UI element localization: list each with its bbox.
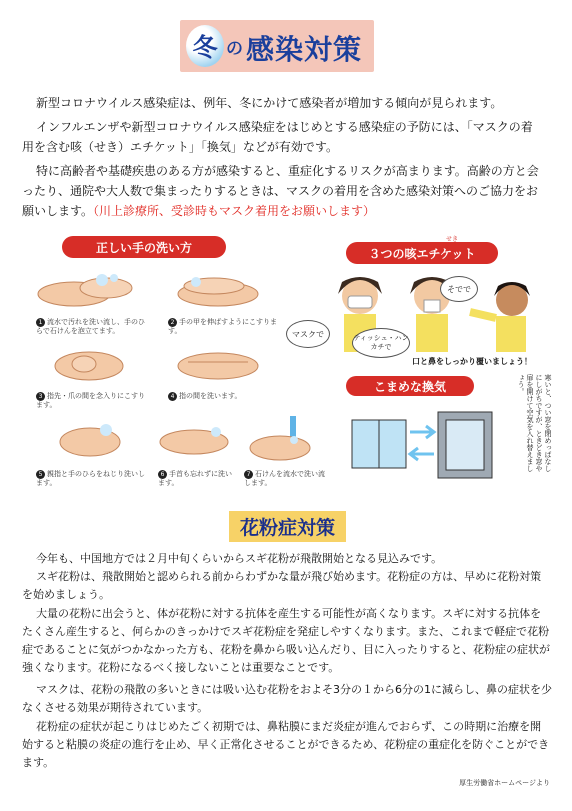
- pollen-title: 花粉症対策: [229, 511, 346, 542]
- etiquette-note: 口と鼻をしっかり覆いましょう！: [412, 357, 532, 366]
- step-5-caption: [36, 470, 146, 488]
- step-7-number: 7: [244, 470, 253, 479]
- hand-step-6-image: [154, 418, 234, 464]
- pollen-paragraph-3: 大量の花粉に出会うと、体が花粉に対する抗体を産生する可能性が高くなります。スギに対する抗体をたくさん産生すると、何らかのきっかけでスギ花粉症を発症しやすくなります。また、これまで軽症で花粉症であることに気がつかなかった方も、花粉を鼻から吸い込んだり、目に入ったりすると、花粉症の症状が強くなります。花粉になるべく接しないことは重要なことです。: [22, 607, 550, 674]
- ventilation-window-image: [346, 402, 496, 492]
- ventilation-title: [346, 376, 474, 396]
- intro-paragraph-3: [22, 161, 542, 221]
- step-2-text: 手の甲を伸ばすようにこすります。: [168, 318, 277, 335]
- intro-paragraph-2: インフルエンザや新型コロナウイルス感染症をはじめとする感染症の予防には、「マスクの着用を含む咳（せき）エチケット」「換気」などが有効です。: [22, 120, 533, 154]
- bubble-sleeve: そでで: [440, 276, 478, 302]
- source-credit: 厚生労働省ホームページより: [459, 779, 550, 787]
- step-1-number: 1: [36, 318, 45, 327]
- step-6-text: 手首も忘れずに洗います。: [158, 470, 232, 487]
- step-4-number: 4: [168, 392, 177, 401]
- intro-paragraph-3-text: 特に高齢者や基礎疾患のある方が感染すると、重症化するリスクが高まります。高齢の方と会ったり、通院や大人数で集まったりするときは、マスクの着用を含めた感染対策へのご協力をお願いします。: [22, 164, 539, 218]
- title-banner: [180, 20, 374, 72]
- handwash-title: 正しい手の洗い方: [62, 236, 226, 258]
- step-5-number: 5: [36, 470, 45, 479]
- step-7-text: 石けんを流水で洗い流します。: [244, 470, 325, 487]
- intro-paragraph-1: 新型コロナウイルス感染症は、例年、冬にかけて感染者が増加する傾向が見られます。: [36, 96, 503, 110]
- step-4-text: 指の間を洗います。: [179, 392, 242, 400]
- bubble-mask: マスクで: [286, 320, 330, 348]
- title-connector: の: [226, 39, 243, 59]
- step-5-text: 親指と手のひらをねじり洗いします。: [36, 470, 145, 487]
- hand-step-3-image: [34, 340, 144, 390]
- step-1-caption: [36, 318, 146, 336]
- step-6-number: 6: [158, 470, 167, 479]
- step-1-text: 流水で汚れを洗い流し、手のひらで石けんを泡立てます。: [36, 318, 145, 335]
- etiquette-title-text: ３つの咳エチケット: [368, 246, 476, 261]
- step-3-text: 指先・爪の間を念入りにこすります。: [36, 392, 145, 409]
- ventilation-title-text: こまめな換気: [373, 379, 446, 394]
- page-title: 感染対策: [246, 33, 363, 66]
- hand-step-7-image: [244, 416, 318, 466]
- hand-step-2-image: [168, 266, 278, 316]
- step-6-caption: [158, 470, 238, 488]
- ventilation-illustration: [346, 374, 554, 494]
- cough-etiquette-illustration: [290, 236, 558, 374]
- step-2-caption: [168, 318, 278, 336]
- pollen-paragraph-2: スギ花粉は、飛散開始と認められる前からわずかな量が飛び始めます。花粉症の方は、早めに花粉対策を始めましょう。: [22, 570, 542, 601]
- bubble-tissue: ティッシュ・ハンカチで: [352, 328, 410, 358]
- hand-step-1-image: [34, 266, 144, 316]
- step-3-number: 3: [36, 392, 45, 401]
- step-4-caption: [168, 392, 278, 401]
- etiquette-title: [346, 242, 498, 264]
- ventilation-note: 寒いと、つい窓を閉めっぱなしにしがちですが、ときどき窓や扉を開けて空気を入れ替えましょう。: [517, 374, 552, 472]
- step-7-caption: [244, 470, 326, 488]
- hand-step-5-image: [48, 414, 138, 464]
- hand-step-4-image: [168, 340, 278, 390]
- step-2-number: 2: [168, 318, 177, 327]
- pollen-paragraph-1: 今年も、中国地方では２月中旬くらいからスギ花粉が飛散開始となる見込みです。: [36, 552, 443, 565]
- pollen-paragraph-5: 花粉症の症状が起こりはじめたごく初期では、鼻粘膜にまだ炎症が進んでおらず、この時期に治療を開始すると粘膜の炎症の進行を止め、早く正常化させることができるため、花粉症の重症化を防ぐことができます。: [22, 720, 550, 769]
- clinic-mask-request: （川上診療所、受診時もマスク着用をお願いします）: [93, 204, 376, 218]
- title-mark: 冬: [186, 25, 224, 67]
- handwash-illustration: [28, 232, 325, 504]
- etiquette-ruby: せき: [446, 236, 459, 243]
- pollen-paragraph-4: マスクは、花粉の飛散の多いときには吸い込む花粉をおよそ3分の１から6分の1に減らし、鼻の症状を少なくさせる効果が期待されています。: [22, 683, 552, 714]
- step-3-caption: [36, 392, 146, 410]
